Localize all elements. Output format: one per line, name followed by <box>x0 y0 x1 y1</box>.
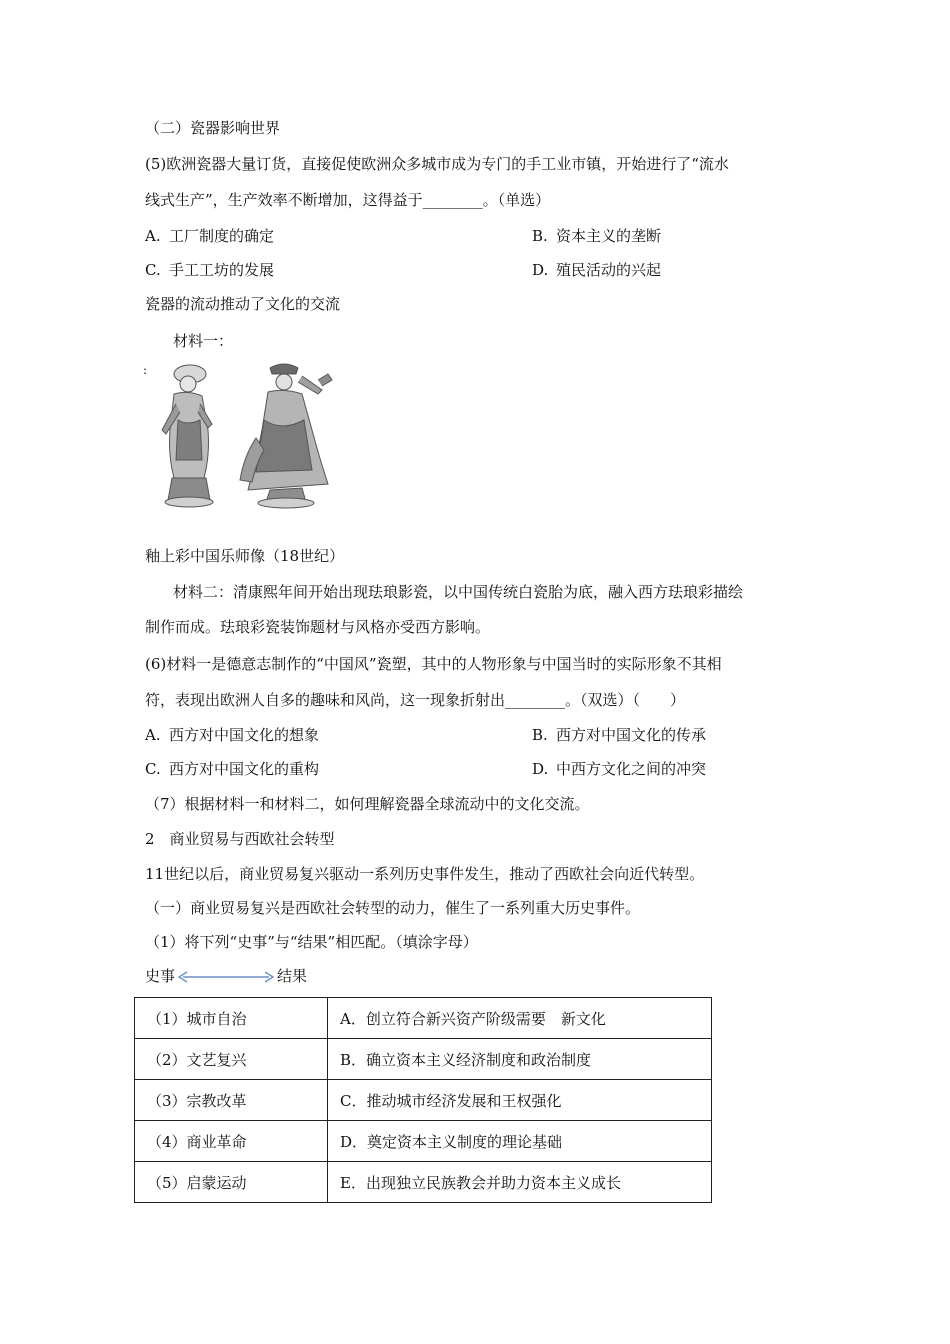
q6-line2: 符，表现出欧洲人自多的趣味和风尚，这一现象折射出________。（双选）（ ） <box>145 691 686 709</box>
q5-option-a[interactable] <box>145 226 274 246</box>
option-text: 中西方文化之间的冲突 <box>556 760 707 778</box>
option-text: 殖民活动的兴起 <box>556 261 662 279</box>
figurine-right <box>240 364 332 508</box>
option-text: 西方对中国文化的重构 <box>169 760 320 778</box>
match-table <box>134 997 712 1203</box>
event-cell: （2）文艺复兴 <box>135 1039 328 1080</box>
option-text: 西方对中国文化的传承 <box>556 726 707 744</box>
material2-line1: 材料二：清康熙年间开始出现珐琅影瓷，以中国传统白瓷胎为底，融入西方珐琅彩描绘 <box>173 583 744 601</box>
option-text: 资本主义的垄断 <box>556 227 662 245</box>
material2-line2: 制作而成。珐琅彩瓷装饰题材与风格亦受西方影响。 <box>145 618 491 636</box>
figure-mark: : <box>143 363 148 377</box>
result-cell: B．确立资本主义经济制度和政治制度 <box>328 1039 712 1080</box>
double-arrow-icon <box>177 970 275 984</box>
option-letter: D. <box>532 760 549 778</box>
arrow-right-label: 结果 <box>277 967 308 985</box>
option-letter: A. <box>145 726 161 744</box>
table-row <box>135 998 712 1039</box>
q5-option-d[interactable] <box>532 260 661 280</box>
q6-option-b[interactable] <box>532 725 706 745</box>
option-text: 西方对中国文化的想象 <box>169 726 320 744</box>
event-cell: （1）城市自治 <box>135 998 328 1039</box>
q6-option-c[interactable] <box>145 759 319 779</box>
option-letter: A. <box>145 227 161 245</box>
table-row <box>135 1039 712 1080</box>
q5-line2: 线式生产”，生产效率不断增加，这得益于________。（单选） <box>145 191 551 209</box>
porcelain-figurines-image <box>152 360 342 510</box>
event-cell: （5）启蒙运动 <box>135 1162 328 1203</box>
table-row <box>135 1162 712 1203</box>
material1-label: 材料一： <box>173 332 234 350</box>
q7: （7）根据材料一和材料二，如何理解瓷器全球流动中的文化交流。 <box>145 795 590 813</box>
option-letter: B. <box>532 227 548 245</box>
option-letter: B. <box>532 726 548 744</box>
subheading: 瓷器的流动推动了文化的交流 <box>145 295 341 313</box>
q6-line1: (6)材料一是德意志制作的“中国风”瓷塑，其中的人物形象与中国当时的实际形象不其相 <box>145 655 722 673</box>
table-row <box>135 1121 712 1162</box>
option-text: 工厂制度的确定 <box>169 227 275 245</box>
figure-caption: 釉上彩中国乐师像（18世纪） <box>145 547 345 565</box>
figurine-left <box>162 365 213 507</box>
option-letter: D. <box>532 261 549 279</box>
event-cell: （4）商业革命 <box>135 1121 328 1162</box>
result-cell: D．奠定资本主义制度的理论基础 <box>328 1121 712 1162</box>
result-cell: E．出现独立民族教会并助力资本主义成长 <box>328 1162 712 1203</box>
q5-line1: (5)欧洲瓷器大量订货，直接促使欧洲众多城市成为专门的手工业市镇，开始进行了“流水 <box>145 155 729 173</box>
part2-q1: （1）将下列“史事”与“结果”相匹配。（填涂字母） <box>145 933 478 951</box>
arrow-left-label: 史事 <box>145 967 176 985</box>
result-cell: A．创立符合新兴资产阶级需要 新文化 <box>328 998 712 1039</box>
section-title: （二）瓷器影响世界 <box>145 119 281 137</box>
option-letter: C. <box>145 760 161 778</box>
option-letter: C. <box>145 261 161 279</box>
part2-intro: 11世纪以后，商业贸易复兴驱动一系列历史事件发生，推动了西欧社会向近代转型。 <box>145 865 705 883</box>
q6-option-a[interactable] <box>145 725 319 745</box>
part2-title: 2 商业贸易与西欧社会转型 <box>145 830 335 848</box>
q5-option-b[interactable] <box>532 226 661 246</box>
q6-option-d[interactable] <box>532 759 706 779</box>
part2-sub: （一）商业贸易复兴是西欧社会转型的动力，催生了一系列重大历史事件。 <box>145 899 641 917</box>
event-cell: （3）宗教改革 <box>135 1080 328 1121</box>
event-result-arrow-row <box>145 966 307 988</box>
result-cell: C．推动城市经济发展和王权强化 <box>328 1080 712 1121</box>
q5-option-c[interactable] <box>145 260 274 280</box>
table-row <box>135 1080 712 1121</box>
option-text: 手工工坊的发展 <box>169 261 275 279</box>
